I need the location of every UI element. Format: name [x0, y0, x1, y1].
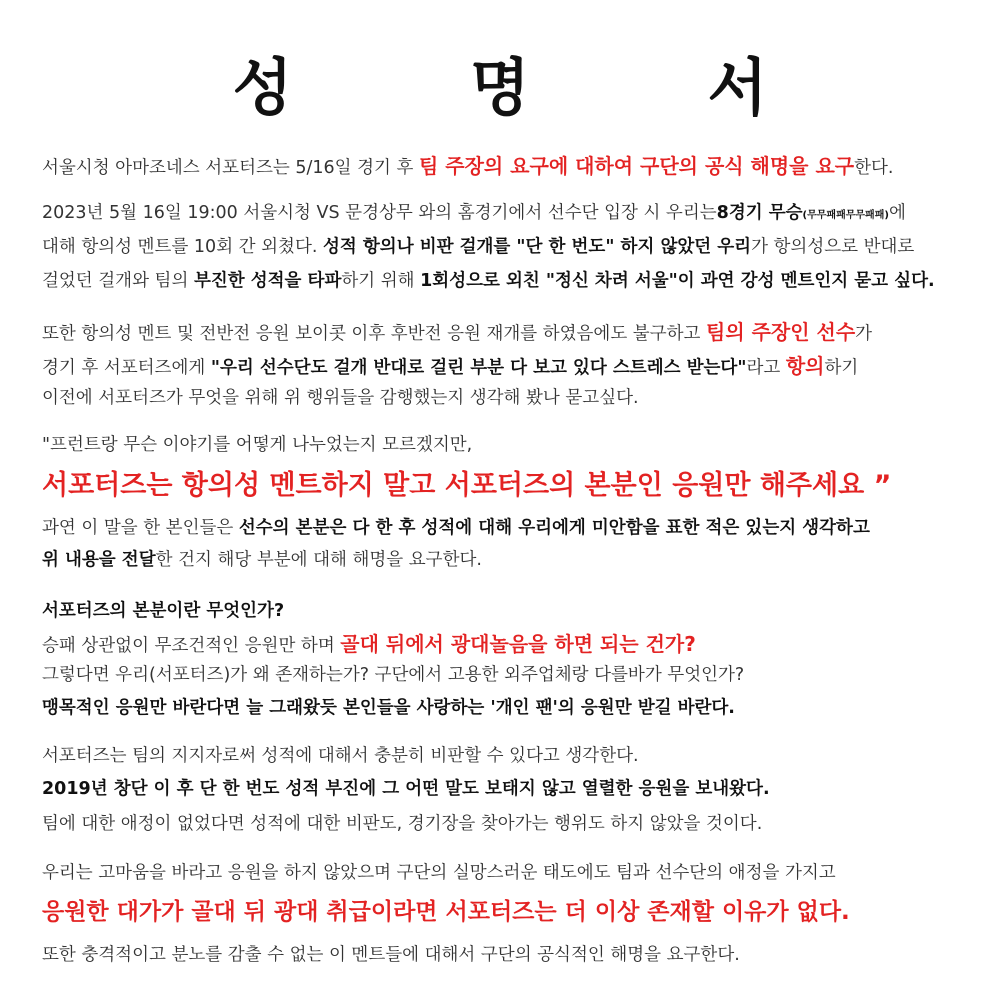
text-span: 라고 — [746, 358, 786, 378]
p4-line3 — [42, 514, 870, 539]
text-span: 한 건지 해당 부분에 대해 해명을 요구한다. — [155, 550, 482, 570]
text-span: 승패 상관없이 무조건적인 응원만 하며 — [42, 636, 341, 656]
text-span: 가 — [855, 324, 873, 344]
p5-line2 — [42, 628, 696, 657]
bold-text: 8경기 무승 — [716, 203, 803, 223]
text-span: 또한 항의성 멘트 및 전반전 응원 보이콧 이후 후반전 응원 재개를 하였음에도 불구하고 — [42, 324, 706, 344]
p7-line1: 우리는 고마움을 바라고 응원을 하지 않았으며 구단의 실망스러운 태도에도 팀과 선수단의 애정을 가지고 — [42, 863, 836, 883]
bold-text: 선수의 본분은 다 한 후 성적에 대해 우리에게 미안함을 표한 적은 있는지 생각하고 — [238, 518, 870, 538]
p5-heading: 서포터즈의 본분이란 무엇인가? — [42, 601, 285, 621]
p6-line3: 팀에 대한 애정이 없었다면 성적에 대한 비판도, 경기장을 찾아가는 행위도 하지 않았을 것이다. — [42, 814, 763, 834]
p1-line1 — [42, 150, 893, 179]
text-span: 하기 위해 — [341, 271, 421, 291]
highlight-text: 팀 주장의 요구에 대하여 구단의 공식 해명을 요구 — [418, 154, 855, 178]
text-span: 서울시청 아마조네스 서포터즈는 5/16일 경기 후 — [42, 158, 419, 178]
text-span: 경기 후 서포터즈에게 — [42, 358, 211, 378]
document-title: 성 명 서 — [232, 51, 846, 124]
p3-line3: 이전에 서포터즈가 무엇을 위해 위 행위들을 감행했는지 생각해 봤나 묻고싶다. — [42, 388, 639, 408]
p6-line2: 2019년 창단 이 후 단 한 번도 성적 부진에 그 어떤 말도 보태지 않고 열렬한 응원을 보내왔다. — [42, 779, 770, 799]
text-span: 걸었던 걸개와 팀의 — [42, 271, 194, 291]
p4-line4 — [42, 546, 482, 571]
bold-text: "우리 선수단도 걸개 반대로 걸린 부분 다 보고 있다 스트레스 받는다" — [210, 358, 747, 378]
bold-text: 성적 항의나 비판 걸개를 "단 한 번도" 하지 않았던 우리 — [322, 237, 752, 257]
highlight-text: 팀의 주장인 선수 — [706, 320, 856, 344]
p2-line1 — [42, 199, 906, 224]
p6-line1: 서포터즈는 팀의 지지자로써 성적에 대해서 충분히 비판할 수 있다고 생각한다. — [42, 746, 639, 766]
bold-text: 부진한 성적을 타파 — [193, 271, 342, 291]
bold-text: 위 내용을 전달 — [42, 550, 156, 570]
text-span: 2023년 5월 16일 19:00 서울시청 VS 문경상무 와의 홈경기에서 선수단 입장 시 우리는 — [42, 203, 717, 223]
p7-line2: 응원한 대가가 골대 뒤 광대 취급이라면 서포터즈는 더 이상 존재할 이유가 없다. — [42, 899, 850, 925]
text-span: 한다. — [854, 158, 894, 178]
text-span: 하기 — [824, 358, 859, 378]
p2-line3 — [42, 267, 935, 292]
text-span: 에 — [888, 203, 906, 223]
highlight-text: 항의 — [785, 354, 825, 378]
p4-quote: 서포터즈는 항의성 멘트하지 말고 서포터즈의 본분인 응원만 해주세요 ” — [42, 470, 892, 501]
p2-line2 — [42, 233, 914, 258]
small-bold-text: (무무패패무무패패) — [802, 210, 889, 221]
p5-line3: 그렇다면 우리(서포터즈)가 왜 존재하는가? 구단에서 고용한 외주업체랑 다를바가 무엇인가? — [42, 665, 745, 685]
bold-text: 1회성으로 외친 "정신 차려 서울"이 과연 강성 멘트인지 묻고 싶다. — [420, 271, 935, 291]
p5-line4: 맹목적인 응원만 바란다면 늘 그래왔듯 본인들을 사랑하는 '개인 팬'의 응원만 받길 바란다. — [42, 698, 735, 718]
text-span: 대해 항의성 멘트를 10회 간 외쳤다. — [42, 237, 323, 257]
p7-line3: 또한 충격적이고 분노를 감출 수 없는 이 멘트들에 대해서 구단의 공식적인 해명을 요구한다. — [42, 945, 740, 965]
text-span: 가 항의성으로 반대로 — [751, 237, 915, 257]
text-span: 과연 이 말을 한 본인들은 — [42, 518, 239, 538]
p3-line1 — [42, 316, 872, 345]
p4-line1: "프런트랑 무슨 이야기를 어떻게 나누었는지 모르겠지만, — [42, 435, 473, 455]
p3-line2 — [42, 350, 858, 379]
highlight-text: 골대 뒤에서 광대놀음을 하면 되는 건가? — [340, 632, 696, 656]
